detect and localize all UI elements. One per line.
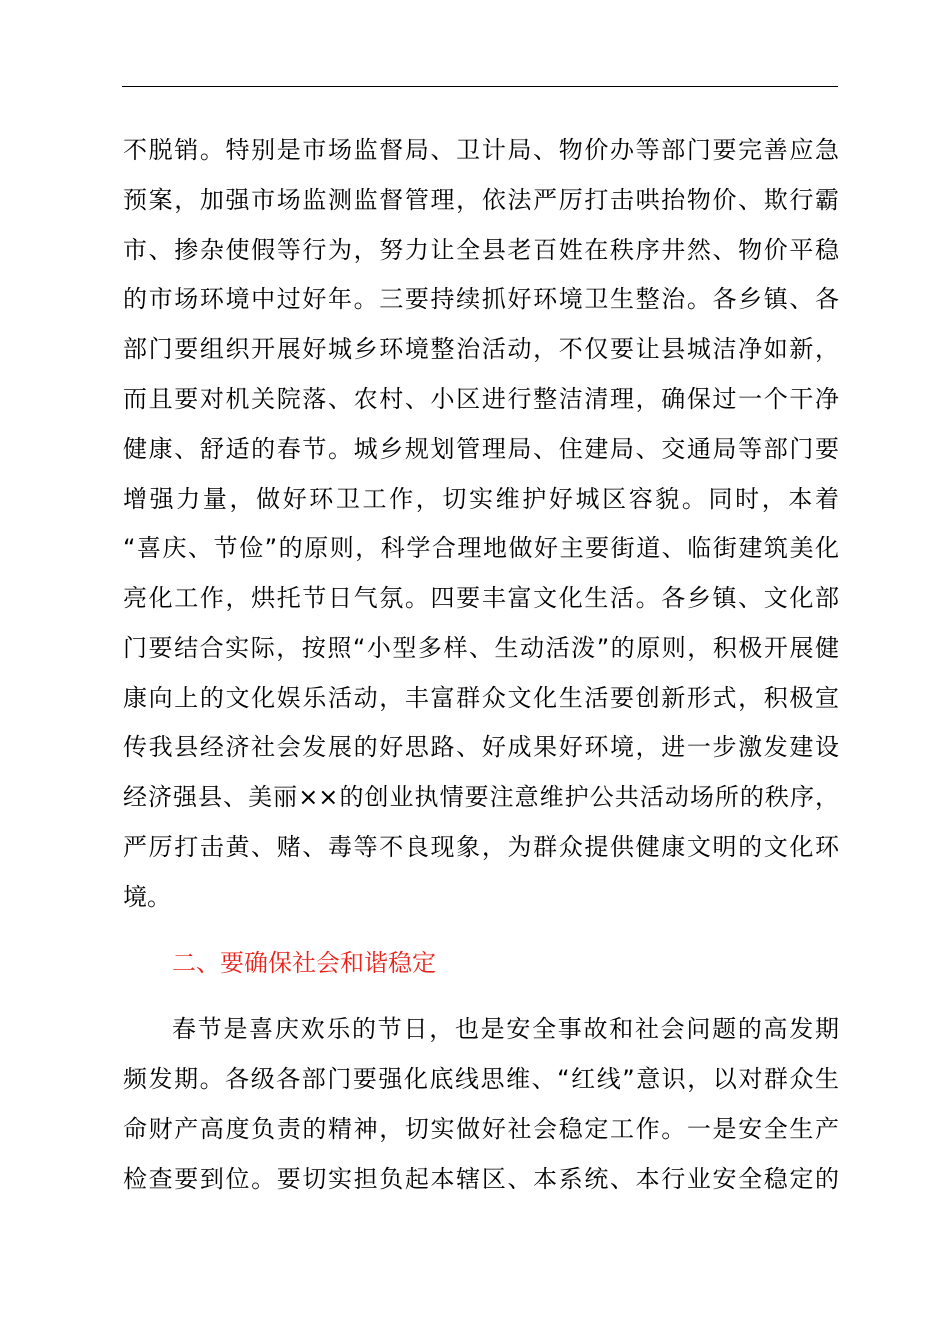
section-line: 检查要到位。要切实担负起本辖区、本系统、本行业安全稳定的 <box>123 1165 839 1193</box>
section-heading: 二、要确保社会和谐稳定 <box>172 949 436 977</box>
body-line: 预案，加强市场监测监督管理，依法严厉打击哄抬物价、欺行霸 <box>123 186 839 214</box>
body-line: 部门要组织开展好城乡环境整治活动，不仅要让县城洁净如新， <box>123 335 839 363</box>
body-line: “喜庆、节俭”的原则，科学合理地做好主要街道、临街建筑美化 <box>123 534 839 562</box>
body-line: 传我县经济社会发展的好思路、好成果好环境，进一步激发建设 <box>123 733 839 761</box>
body-line: 严厉打击黄、赌、毒等不良现象，为群众提供健康文明的文化环 <box>123 833 839 861</box>
body-line: 市、掺杂使假等行为，努力让全县老百姓在秩序井然、物价平稳 <box>123 236 839 264</box>
section-line: 频发期。各级各部门要强化底线思维、“红线”意识，以对群众生 <box>123 1065 839 1093</box>
body-line: 境。 <box>123 883 171 911</box>
body-line: 亮化工作，烘托节日气氛。四要丰富文化生活。各乡镇、文化部 <box>123 584 839 612</box>
body-line: 不脱销。特别是市场监督局、卫计局、物价办等部门要完善应急 <box>123 136 839 164</box>
section-line: 命财产高度负责的精神，切实做好社会稳定工作。一是安全生产 <box>123 1115 839 1143</box>
body-line: 的市场环境中过好年。三要持续抓好环境卫生整治。各乡镇、各 <box>123 285 839 313</box>
body-line: 健康、舒适的春节。城乡规划管理局、住建局、交通局等部门要 <box>123 435 839 463</box>
section-line: 春节是喜庆欢乐的节日，也是安全事故和社会问题的高发期 <box>172 1015 839 1043</box>
body-line: 增强力量，做好环卫工作，切实维护好城区容貌。同时，本着 <box>123 485 839 513</box>
body-line: 而且要对机关院落、农村、小区进行整洁清理，确保过一个干净 <box>123 385 839 413</box>
header-rule <box>122 86 838 87</box>
body-line: 康向上的文化娱乐活动，丰富群众文化生活要创新形式，积极宣 <box>123 684 839 712</box>
body-line: 门要结合实际，按照“小型多样、生动活泼”的原则，积极开展健 <box>123 634 839 662</box>
body-line: 经济强县、美丽××的创业执情要注意维护公共活动场所的秩序， <box>123 783 839 811</box>
